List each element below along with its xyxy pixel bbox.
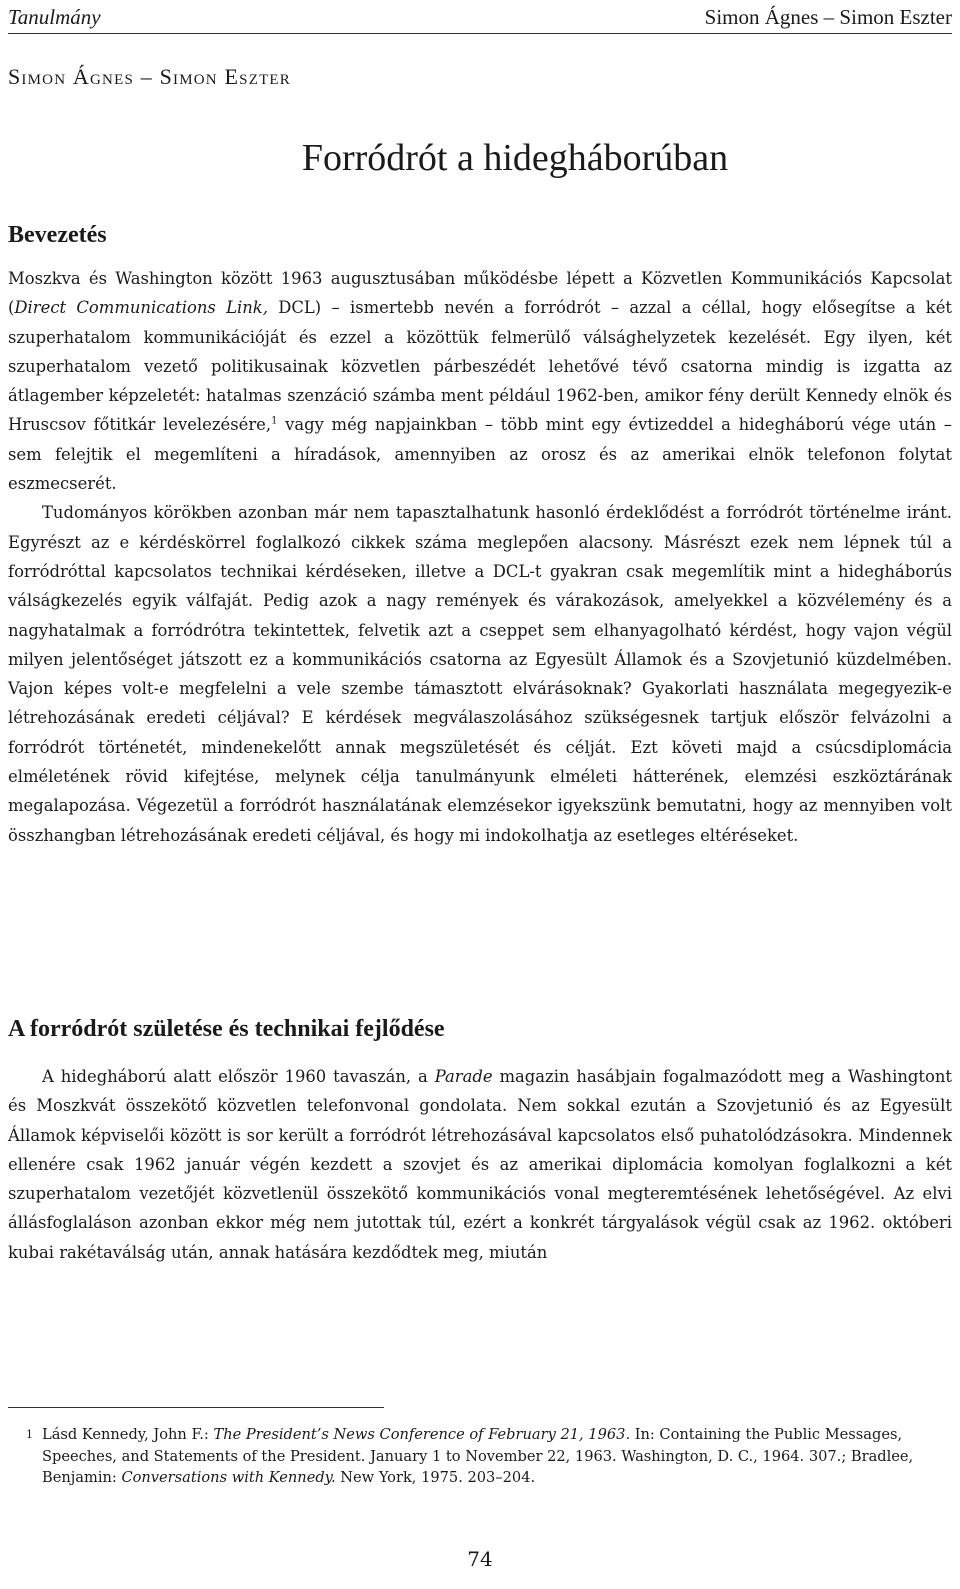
- text-run: Moszkva és Washington között 1963 augusztusában működésbe lépett a Közvetlen Kommunikációs Kapcsolat (: [8, 269, 952, 318]
- paragraph: [8, 264, 952, 498]
- section-two-body: [8, 1062, 952, 1267]
- text-run: vagy még napjainkban – több mint egy évtizeddel a hidegháború vége után – sem felejtik el megemlíteni a híradások, amennyiben az orosz és az amerikai elnök telefonon folytat eszmecserét.: [8, 415, 952, 494]
- paragraph: Tudományos körökben azonban már nem tapasztalhatunk hasonló érdeklődést a forródrót történelme iránt. Egyrészt az e kérdéskörrel foglalkozó cikkek száma meglepően alacsony. Másrészt ezek nem lépnek túl a forródróttal kapcsolatos technikai kérdéseken, illetve a DCL-t gyakran csak megemlítik mint a hidegháborús válságkezelés egyik válfaját. Pedig azok a nagy remények és várakozások, amelyekkel a közvélemény és a nagyhatalmak a forródrótra tekintettek, felvetik azt a cseppet sem elhanyagolható kérdést, hogy vajon végül milyen jelentőséget játszott ez a kommunikációs csatorna az Egyesült Államok és a Szovjetunió küzdelmében. Vajon képes volt-e megfelelni a vele szembe támasztott elvárásoknak? Gyakorlati használata megegyezik-e létrehozásának eredeti céljával? E kérdések megválaszolásához szükségesnek tartjuk először felvázolni a forródrót történetét, mindenekelőtt annak megszületését és célját. Ezt követi majd a csúcsdiplomácia elméletének rövid kifejtése, melynek célja tanulmányunk elméleti hátterének, elemzési eszköztárának megalapozása. Végezetül a forródrót használatának elemzésekor igyekszünk bemutatni, hogy az mennyiben volt összhangban létrehozásának eredeti céljával, és hogy mi indokolhatja az esetleges eltéréseket.: [8, 503, 952, 845]
- italic-text: Parade: [434, 1067, 493, 1086]
- introduction-body: [8, 264, 952, 850]
- footnote-divider: [8, 1407, 384, 1408]
- footnote-mark: 1: [26, 1428, 33, 1441]
- footnote: [8, 1424, 952, 1489]
- text-run: In: Containing the Public Messages, Speeches, and Statements of the President. January 1 to November 22, 1963. Washington, D. C., 1964. 307.; Bradlee, Benjamin:: [42, 1426, 914, 1486]
- footnote-text: [42, 1424, 952, 1489]
- italic-text: Direct Communications Link,: [14, 298, 268, 318]
- paragraph: [8, 1062, 952, 1267]
- article-title: Forródrót a hidegháborúban: [301, 137, 729, 179]
- text-run: A hidegháború alatt először 1960 tavaszán, a: [42, 1067, 435, 1086]
- text-run: New York, 1975. 203–204.: [335, 1469, 536, 1486]
- text-run: Lásd Kennedy, John F.:: [42, 1426, 214, 1443]
- article-authors: Simon Ágnes – Simon Eszter: [8, 64, 291, 89]
- running-header-authors: Simon Ágnes – Simon Eszter: [704, 5, 952, 29]
- section-heading-introduction: Bevezetés: [8, 222, 107, 248]
- section-heading-birth-of-hotline: A forródrót születése és technikai fejlődése: [8, 1016, 445, 1042]
- page-number: 74: [467, 1547, 493, 1571]
- text-run: DCL) – ismertebb nevén a forródrót – azzal a céllal, hogy elősegítse a két szuperhatalom kommunikációját és ezzel a közöttük felmerülő válsághelyzetek kezelését. Egy ilyen, két szuperhatalom vezető politikusainak közvetlen párbeszédét lehetővé tévő csatorna mindig is izgatta az átlagember képzeletét: hatalmas szenzáció számba ment például 1962-ben, amikor fény derült Kennedy elnök és Hruscsov főtitkár levelezésére,: [8, 298, 952, 435]
- italic-text: Conversations with Kennedy.: [121, 1469, 336, 1486]
- running-header-section: Tanulmány: [8, 5, 101, 29]
- text-run: magazin hasábjain fogalmazódott meg a Washingtont és Moszkvát összekötő közvetlen telefonvonal gondolata. Nem sokkal ezután a Szovjetunió és az Egyesült Államok képviselői között is sor került a forródrót létrehozásával kapcsolatos első puhatolódzásokra. Mindennek ellenére csak 1962 január végén kezdett a szovjet és az amerikai diplomácia komolyan foglalkozni a két szuperhatalom vezetőjét közvetlenül összekötő kommunikációs vonal megteremtésének lehetőségével. Az elvi állásfoglaláson azonban ekkor még nem jutottak túl, ezért a konkrét tárgyalások végül csak az 1962. októberi kubai rakétaválság után, annak hatására kezdődtek meg, miután: [8, 1067, 953, 1262]
- italic-text: The President’s News Conference of February 21, 1963.: [213, 1426, 631, 1443]
- running-header: [8, 4, 952, 34]
- footnote-reference[interactable]: 1: [271, 416, 278, 428]
